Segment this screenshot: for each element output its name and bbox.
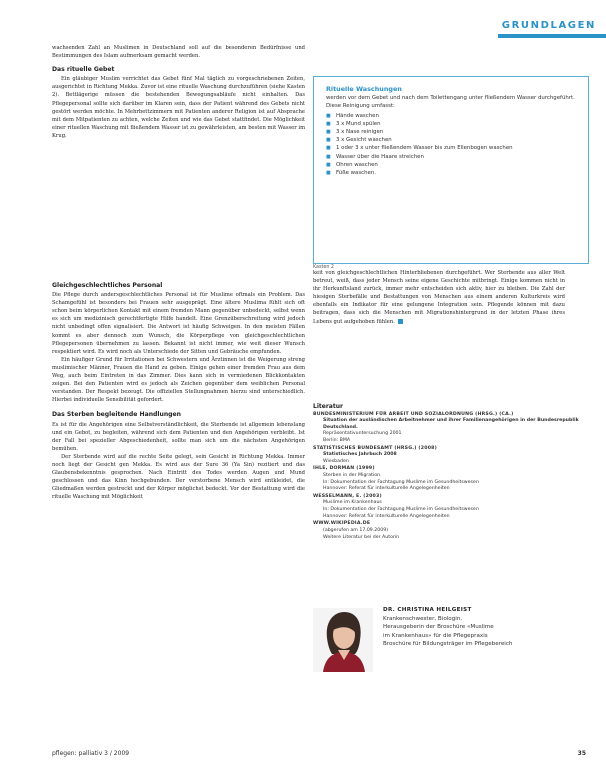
lit-line: Hannover: Referat für interkulturelle Angelegenheiten (323, 486, 450, 492)
square-bullet-icon: ■ (326, 161, 331, 168)
lit-author: STATISTISCHES BUNDESAMT (HRSG.) (2008) (313, 445, 437, 451)
lit-author: BUNDESMINISTERIUM FÜR ARBEIT UND SOZIALORDNUNG (HRSG.) (CA.) (313, 411, 514, 417)
literature-entry (313, 412, 583, 445)
author-line: Broschüre für Bildungsträger im Pflegebereich (383, 641, 513, 647)
dying-text-2: Der Sterbende wird auf die rechte Seite gelegt, sein Gesicht in Richtung Mekka. Immer noch liegt der Gesicht gen Mekka. Es wird aus der Sure 36 (Ya Sin) rezitiert und das Glaubensbekenntnis gesprochen. Nach Eintritt des Todes werden Augen und Mund geschlossen und das Kinn hochgebunden. Der verstorbene Mensch wird entkleidet, die Gliedmaßen werden gestreckt und der Körper möglichst bedeckt. Vor der Bestattung wird die rituelle Waschung mit Möglichkeit (52, 453, 305, 501)
intro-text: wachsenden Zahl an Muslimen in Deutschland soll auf die besonderen Bedürfnisse und Bestimmungen des Islam aufmerksam gemacht werden. (52, 45, 305, 60)
author-line: im Krankenhaus» für die Pflegepraxis (383, 632, 488, 639)
literature-entry (313, 466, 583, 492)
lit-line: In: Dokumentation der Fachtagung Muslime im Gesundheitswesen (323, 479, 479, 485)
author-text (383, 606, 583, 649)
same-gender-text-2: Ein häufiger Grund für Irritationen bei Schwestern und Ärztinnen ist die Weigerung streng muslimischer Männer, Frauen die Hand zu geben. Einige gehen einer fremden Frau aus dem Weg, auch beim Eintreten in das Zimmer. Dies kann sich in vermiedenen Blickkontakten zeigen. Bei den Patienten wird es jedoch als Zeichen gegenüber dem weiblichen Personal verstanden. Der Respekt bezeugt. Die offiziellen Stellungnahmen hierzu sind unterschiedlich. Hierbei individuelle Sensibilität gefordert. (52, 356, 305, 404)
box-list-item: ■ Ohren waschen (326, 161, 378, 168)
literature-entry (313, 494, 583, 520)
lit-line: (abgerufen am 17.09.2009) (323, 527, 389, 533)
ritual-prayer-text: Ein gläubiger Muslim verrichtet das Gebet fünf Mal täglich zu vorgeschriebenen Zeiten, ausgerichtet in Richtung Mekka. Zuvor ist eine rituelle Waschung durchzuführen (siehe Kasten 2). Bettlägerige müssen die bestehenden Bewegungsabläufe nicht einhalten. Das Pflegepersonal sollte sich darüber im Klaren sein, dass der Patient während des Gebets nicht gestört werden möchte. In Mehrbettzimmern mit Patienten anderer Religion ist auf Absprache mit dem Mitpatienten zu achten, welche Zeiten und wie das Gebet stattfindet. Die Möglichkeit einer rituellen Waschung mit fließendem Wasser ist zu gewährleisten, am besten mit Wasser im Krug. (52, 76, 305, 139)
left-column-bottom (52, 276, 305, 501)
lit-author: WWW.WIKIPEDIA.DE (313, 521, 371, 527)
box-list-item: ■ 3 x Mund spülen (326, 120, 381, 127)
square-bullet-icon: ■ (326, 145, 331, 152)
heading-dying: Das Sterben begleitende Handlungen (52, 411, 181, 419)
literature-heading: Literatur (313, 403, 343, 410)
heading-ritual-prayer: Das rituelle Gebet (52, 66, 115, 74)
lit-line: Sterben in der Migration. (323, 472, 382, 478)
lit-line: Muslime im Krankenhaus (323, 500, 382, 506)
square-bullet-icon: ■ (326, 129, 331, 135)
lit-line: Berlin: BMA (323, 437, 351, 443)
literature-entry (313, 521, 583, 534)
square-bullet-icon: ■ (326, 112, 331, 119)
literature-entry (313, 535, 583, 542)
lit-line: Wiesbaden (323, 458, 349, 464)
left-column-top (52, 44, 305, 140)
box-list-item: ■ Wasser über die Haare streichen (326, 153, 424, 160)
section-bar (498, 34, 606, 38)
closing-text: keit von gleichgeschlechtlichen Hinterbliebenen durchgeführt. Wer Sterbende aus aller Welt betreut, weiß, dass jeder Mensch seine eigene Geschichte mitbringt. Einige kommen nicht in ihr Herkunftsland zurück, immer mehr entscheiden sich aktiv, hier zu bleiben. Die Zahl der hiesigen Sterbefälle und Bestattungen von Menschen aus einem anderen Kulturkreis wird ebenfalls ein Indikator für eine gelungene Integration sein. Pflegende können mit dazu beitragen, dass sich die Menschen mit Migrationshintergrund in der letzten Phase ihres Lebens gut aufgehoben fühlen. (313, 270, 565, 325)
author-line: Krankenschwester, Biologin, (383, 615, 463, 622)
author-name: DR. CHRISTINA HEILGEIST (383, 607, 472, 613)
lit-author: WESSELMANN, E. (2003) (313, 493, 382, 499)
box-list-item: ■ 3 x Nase reinigen (326, 129, 384, 135)
box-list (326, 112, 576, 178)
lit-line: Weitere Literatur bei der Autorin (323, 535, 400, 541)
dying-text-1: Es ist für die Angehörigen eine Selbstverständlichkeit, die Sterbende ist allgemein lebenslang und ein Gebot, zu begleiten, während sich dem Patienten und den Angehörigen verbleibt. Ist der Fall bei spezieller Abgeschiedenheit, sollte man sich um die nächsten Angehörigen bemühen. (52, 421, 305, 452)
page-footer (52, 750, 586, 762)
literature-entry (313, 446, 583, 466)
box-list-item: ■ Füße waschen. (326, 170, 376, 177)
box-list-item: ■ Hände waschen (326, 112, 379, 119)
box-intro: werden vor dem Gebet und nach dem Toilettengang unter fließendem Wasser durchgeführt. Diese Reinigung umfasst: (326, 95, 575, 109)
lit-title: Statistisches Jahrbuch 2008 (323, 452, 397, 458)
heading-same-gender-staff: Gleichgeschlechtliches Personal (52, 282, 163, 289)
ritual-washing-box (313, 76, 589, 264)
literature-section (313, 404, 583, 543)
square-bullet-icon: ■ (326, 170, 331, 177)
journal-issue: pflegen: palliativ 3 / 2009 (52, 750, 130, 757)
section-tag: GRUNDLAGEN (501, 20, 596, 31)
page-number: 35 (577, 750, 586, 757)
box-caption: Kasten 2 (313, 265, 334, 270)
square-bullet-icon: ■ (326, 153, 331, 160)
same-gender-text-1: Die Pflege durch andersgeschlechtliches Personal ist für Muslime oftmals ein Problem. Das Schamgefühl ist besonders bei Frauen sehr ausgeprägt. Eine ältere Muslima fühlt sich oft schon beim körperlichen Kontakt mit einem fremden Mann gegenüber unbedeckt, selbst wenn es sich um medizinisch gerechtfertigte Hilfe handelt. Eine Grenzüberschreitung wird jedoch nicht unbedingt offen signalisiert. Die Antwort ist häufig Schweigen. In den meisten Fällen kommt es aber dennoch zum Wunsch, die Körperpflege von gleichgeschlechtlichen Pflegepersonen übernehmen zu lassen. Bekannt ist nicht immer, wie weit dieser Wunsch respektiert wird. Es wird noch als Unterschiede der Sitten und Gebräuche empfunden. (52, 292, 305, 355)
end-mark-icon (398, 319, 403, 324)
box-list-item: ■ 3 x Gesicht waschen (326, 137, 392, 144)
lit-line: Repräsentativuntersuchung 2001 (323, 431, 402, 437)
lit-line: Hannover: Referat für interkulturelle Angelegenheiten (323, 513, 450, 519)
box-list-item: ■ 1 oder 3 x unter fließendem Wasser bis zum Ellenbogen waschen (326, 145, 513, 152)
square-bullet-icon: ■ (326, 137, 331, 144)
square-bullet-icon: ■ (326, 120, 331, 127)
lit-author: IHLE, DORMAN (1999) (313, 466, 375, 472)
author-line: Herausgeberin der Broschüre «Muslime (383, 624, 494, 630)
lit-title: Situation der ausländischen Arbeitnehmer und ihrer Familienangehörigen in der Bundesrepublik Deutschland. (323, 418, 579, 430)
box-title: Rituelle Waschungen (326, 85, 402, 93)
lit-line: In: Dokumentation der Fachtagung Muslime im Gesundheitswesen (323, 506, 479, 512)
author-photo (313, 608, 373, 672)
right-column-main (313, 269, 565, 326)
